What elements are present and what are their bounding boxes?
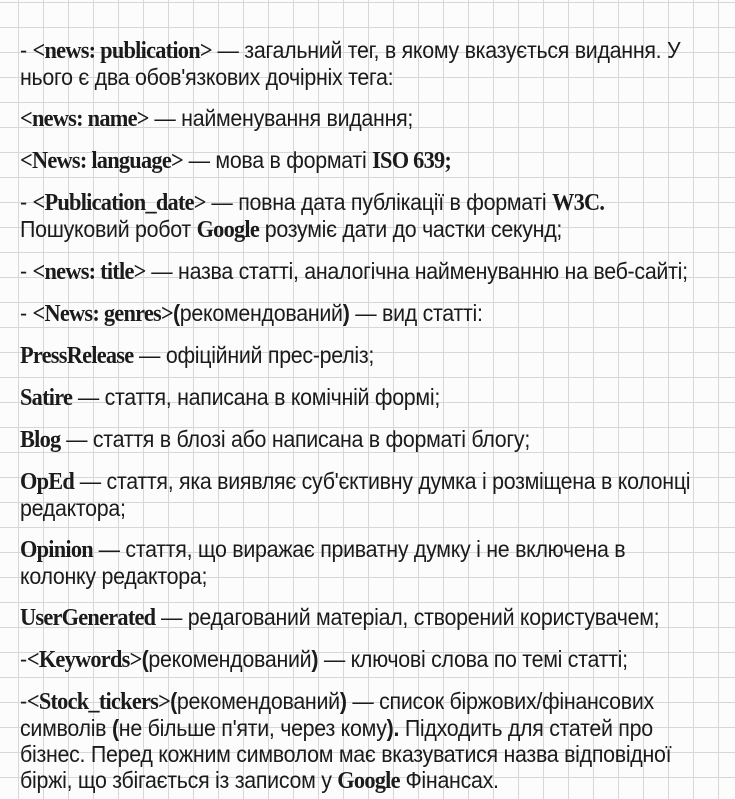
paragraph-keywords	[20, 646, 723, 673]
text-line	[20, 468, 691, 495]
paragraph-genre-oped	[20, 468, 723, 521]
xml-tag-text: <Publication_date>	[32, 190, 206, 216]
text-line	[20, 604, 674, 631]
xml-tag-text: <News: language>	[20, 148, 183, 174]
body-text: -	[20, 189, 33, 215]
body-text: біржі, що збігається із записом у	[20, 767, 338, 793]
body-text: Фінансах.	[399, 767, 499, 793]
body-text: рекомендований	[176, 688, 340, 714]
body-text: колонку редактора;	[20, 563, 208, 589]
xml-tag-text: UserGenerated	[20, 605, 156, 631]
paragraph-genre-pressrelease	[20, 342, 723, 369]
body-text: — вид статті:	[349, 300, 483, 326]
body-text: — повна дата публікації в форматі	[205, 189, 553, 215]
paragraph-news-language	[20, 147, 723, 174]
body-text: — ключові слова по темі статті;	[318, 646, 628, 672]
xml-tag-text: ISO 639;	[372, 148, 452, 174]
body-text: -	[20, 258, 33, 284]
text-line	[20, 37, 681, 64]
text-line	[20, 646, 674, 673]
body-text: — стаття, яка виявляє суб'єктивну думка і розміщена в колонці	[74, 468, 691, 494]
text-line	[20, 189, 674, 216]
body-text: — стаття, що виражає приватну думку і не включена в	[92, 536, 626, 562]
body-text: — список біржових/фінансових	[346, 688, 654, 714]
xml-tag-text: <Keywords>	[26, 647, 142, 673]
text-line	[20, 563, 674, 589]
paragraph-news-title	[20, 258, 723, 285]
xml-tag-text: Opinion	[20, 537, 93, 563]
body-text: -	[20, 646, 27, 672]
xml-tag-text: <news: name>	[20, 106, 149, 132]
text-line	[20, 767, 674, 794]
paragraph-genre-blog	[20, 426, 723, 453]
text-line	[20, 495, 674, 521]
xml-tag-text: OpEd	[20, 469, 75, 495]
text-line	[20, 216, 674, 243]
bold-paren-text: )	[311, 646, 319, 672]
body-text: нього є два обов'язкових дочірніх тега:	[20, 64, 394, 90]
paragraph-genre-opinion	[20, 536, 723, 589]
text-line	[20, 741, 674, 767]
paragraph-news-publication	[20, 37, 723, 90]
body-text: — стаття, написана в комічній формі;	[72, 384, 440, 410]
body-text: — загальний тег, в якому вказується видання. У	[211, 37, 681, 63]
text-line	[20, 384, 674, 411]
text-line	[20, 105, 674, 132]
xml-tag-text: <Stock_tickers>	[26, 689, 171, 715]
bold-paren-text: (	[172, 300, 180, 326]
xml-tag-text: W3C.	[552, 190, 605, 216]
text-line	[20, 715, 674, 741]
paragraph-news-genres	[20, 300, 723, 327]
body-text: Підходить для статей про	[399, 715, 653, 741]
bold-paren-text: ).	[386, 715, 400, 741]
body-text: бізнес. Перед кожним символом має вказуватися назва відповідної	[20, 741, 672, 767]
paragraph-publication-date	[20, 189, 723, 243]
body-text: — назва статті, аналогічна найменуванню на веб-сайті;	[145, 258, 688, 284]
xml-tag-text: Satire	[20, 385, 73, 411]
body-text: — редагований матеріал, створений користувачем;	[155, 604, 660, 630]
xml-tag-text: Google	[337, 768, 400, 794]
bold-paren-text: (	[170, 688, 177, 714]
text-line	[20, 258, 688, 285]
text-line	[20, 300, 674, 327]
text-line	[20, 147, 674, 174]
body-text: символів	[20, 715, 112, 741]
paragraph-genre-satire	[20, 384, 723, 411]
body-text: -	[20, 300, 33, 326]
bold-paren-text: (	[111, 715, 119, 741]
body-text: не більше п'яти, через кому	[118, 715, 387, 741]
bold-paren-text: (	[141, 646, 149, 672]
bold-paren-text: )	[342, 300, 350, 326]
text-line	[20, 688, 674, 715]
body-text: — мова в форматі	[182, 147, 373, 173]
xml-tag-text: <News: genres>	[32, 301, 173, 327]
body-text: рекомендований	[179, 300, 343, 326]
body-text: — офіційний прес-реліз;	[133, 342, 375, 368]
body-text: редактора;	[20, 495, 126, 521]
body-text: — стаття в блозі або написана в форматі блогу;	[60, 426, 531, 452]
text-line	[20, 64, 674, 90]
xml-tag-text: <news: publication>	[32, 38, 212, 64]
text-line	[20, 536, 674, 563]
bold-paren-text: )	[339, 688, 347, 714]
xml-tag-text: PressRelease	[20, 343, 134, 369]
body-text: -	[20, 688, 27, 714]
text-line	[20, 342, 674, 369]
text-line	[20, 426, 674, 453]
xml-tag-text: Google	[196, 217, 260, 243]
xml-tag-text: Blog	[20, 427, 61, 453]
body-text: розуміє дати до частки секунд;	[259, 216, 563, 242]
paragraph-stock-tickers	[20, 688, 723, 794]
paragraph-news-name	[20, 105, 723, 132]
body-text: — найменування видання;	[148, 105, 414, 131]
xml-tag-text: <news: title>	[32, 259, 146, 285]
body-text: -	[20, 37, 33, 63]
body-text: рекомендований	[148, 646, 312, 672]
paragraph-genre-usergenerated	[20, 604, 723, 631]
body-text: Пошуковий робот	[20, 216, 197, 242]
